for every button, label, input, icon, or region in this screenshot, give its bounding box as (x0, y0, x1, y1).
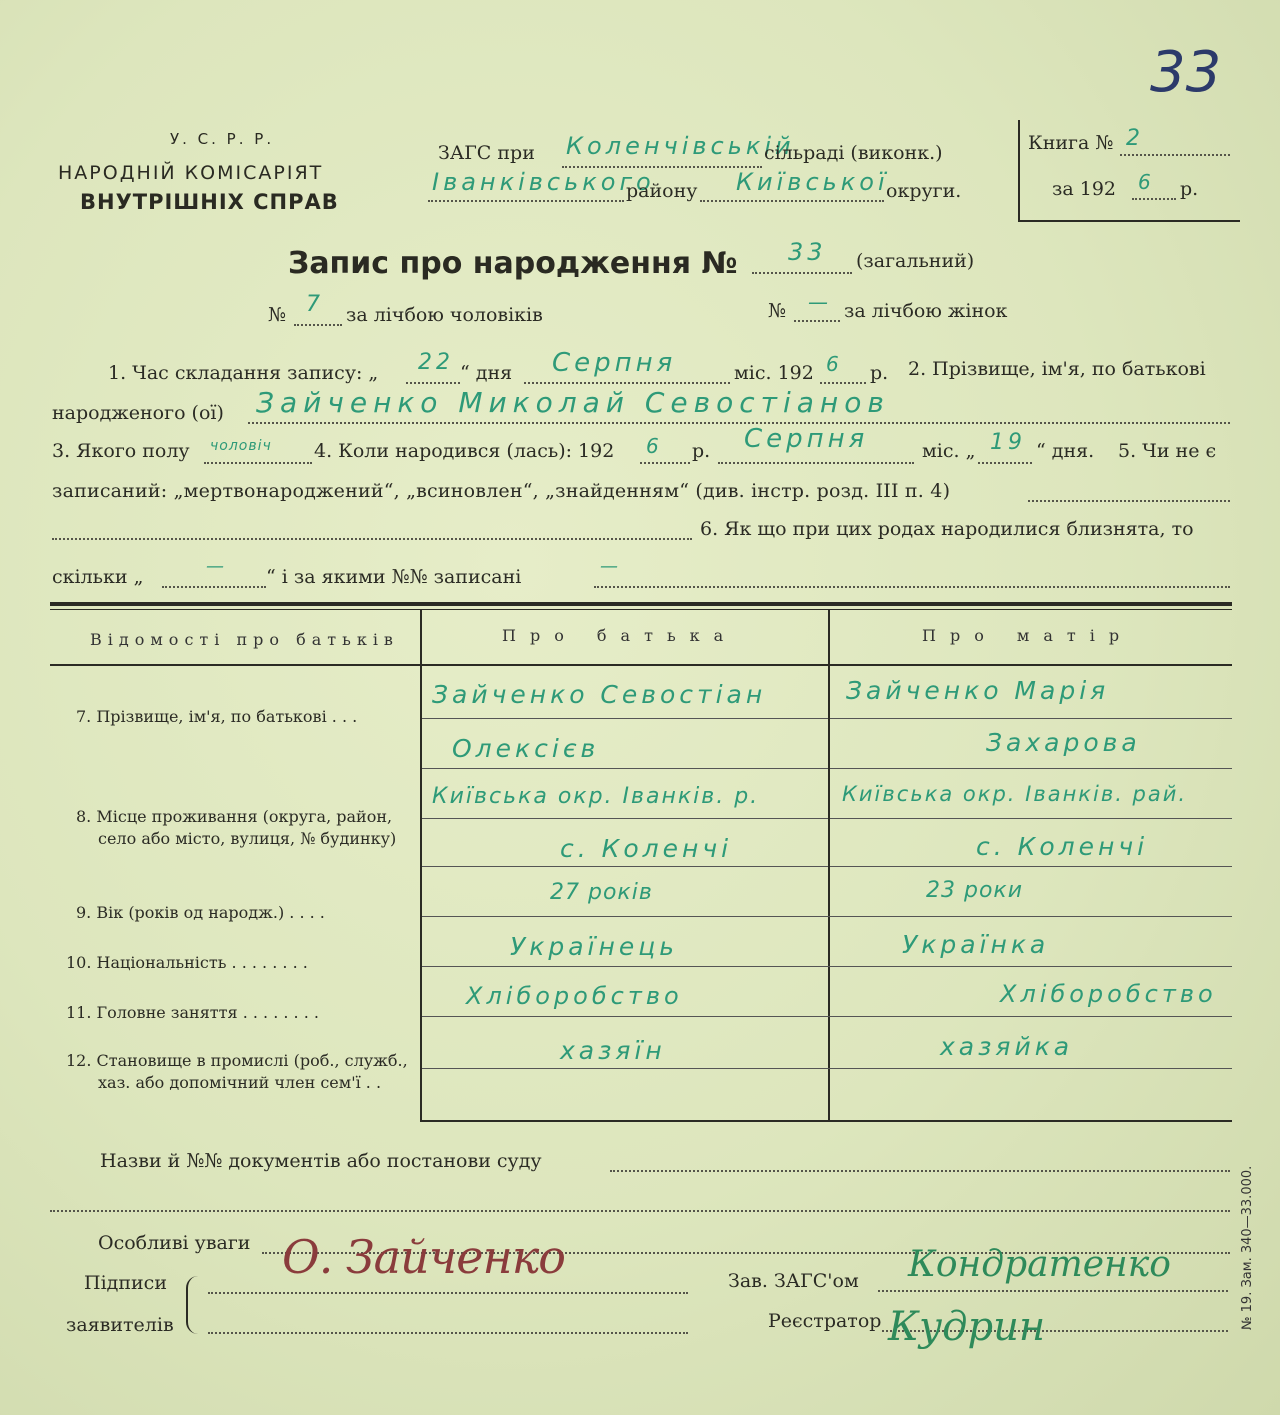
f4-month: Серпня (744, 424, 869, 454)
row-label-8-cont: село або місто, вулиця, № будинку) (98, 829, 397, 848)
head-line (878, 1290, 1228, 1292)
f1-year-line (820, 382, 866, 384)
applicant-line-2 (208, 1332, 688, 1334)
mother-residence: Київська окр. Іванків. рай. (842, 782, 1188, 806)
f6-label-cont-a: скільки „ (52, 566, 144, 588)
f1-month: Серпня (552, 348, 677, 378)
f4-month-line (718, 462, 914, 464)
female-number-line (794, 320, 840, 322)
row-rule-mother-4 (830, 866, 1232, 867)
record-general: (загальний) (856, 250, 975, 272)
f2-label-cont: народженого (ої) (52, 402, 224, 424)
f3-label: 3. Якого полу (52, 440, 190, 462)
female-prefix: № (768, 300, 786, 322)
f6-pre-line (52, 538, 692, 540)
book-year-prefix: за 192 (1052, 178, 1116, 200)
table-bottom-rule (420, 1120, 1232, 1122)
f3-value: чоловіч (210, 438, 272, 454)
applicants-brace (186, 1276, 200, 1334)
record-number: 33 (788, 238, 827, 266)
f6-count: — (206, 556, 228, 577)
f6-label: 6. Як що при цих родах народилися близнята, то (700, 518, 1194, 540)
registrar-signature: Кудрин (888, 1304, 1046, 1350)
f5-label-cont: записаний: „мертвонароджений“, „всиновлен“, „знайденням“ (див. інстр. розд. III п. 4) (52, 480, 951, 502)
applicants-label: заявителів (66, 1314, 174, 1336)
row-rule-6 (422, 966, 1232, 967)
applicant-line-1 (208, 1292, 688, 1294)
documents-line-2 (50, 1210, 1230, 1212)
row-rule-father-4 (422, 866, 828, 867)
f6-value: — (600, 556, 622, 577)
signatures-label: Підписи (84, 1272, 167, 1294)
documents-label: Назви й №№ документів або постанови суду (100, 1150, 542, 1172)
father-name: Зайченко Севостіан (432, 680, 767, 709)
row-label-7: 7. Прізвище, ім'я, по батькові . . . (76, 707, 358, 726)
row-rule-5 (422, 916, 1232, 917)
col-head-mother: Про матір (922, 626, 1134, 645)
row-rule-mother-3 (830, 818, 1232, 819)
father-age: 27 років (550, 880, 653, 905)
female-label: за лічбою жінок (844, 300, 1008, 322)
record-title: Запис про народження № (288, 246, 738, 281)
record-number-line (752, 272, 852, 274)
male-number: 7 (306, 292, 324, 317)
row-label-12: 12. Становище в промислі (роб., служб., (66, 1051, 408, 1070)
f3-value-line (204, 462, 312, 464)
father-residence: Київська окр. Іванків. р. (432, 784, 760, 809)
book-number: 2 (1126, 126, 1144, 151)
book-year-line (1132, 198, 1176, 200)
registrar-label: Реєстратор (768, 1310, 882, 1332)
f6-count-line (162, 586, 266, 588)
row-label-12-cont: хаз. або допомічний член сем'ї . . (98, 1073, 382, 1092)
father-nationality: Українець (510, 932, 678, 961)
f4-day-line (978, 462, 1032, 464)
table-top-rule-thick (50, 602, 1232, 606)
row-rule-father-1 (422, 718, 828, 719)
f5-value-line (1028, 500, 1230, 502)
page-number: 33 (1150, 40, 1222, 105)
f2-label: 2. Прізвище, ім'я, по батькові (908, 358, 1206, 380)
f1-month-suffix: міс. 192 (734, 362, 814, 384)
applicant-signature: О. Зайченко (282, 1230, 565, 1284)
header-commissariat: НАРОДНІЙ КОМІСАРІЯТ (58, 162, 324, 184)
male-label: за лічбою чоловіків (346, 304, 543, 326)
header-department: ВНУТРІШНІХ СПРАВ (80, 190, 339, 214)
row-label-11: 11. Головне заняття . . . . . . . . (66, 1003, 319, 1022)
father-village: с. Коленчі (560, 834, 733, 863)
f2-value-line (248, 422, 1230, 424)
row-label-9: 9. Вік (років од народж.) . . . . (76, 903, 325, 922)
f1-day: 22 (418, 350, 454, 375)
row-rule-mother-2 (830, 768, 1232, 769)
zags-district-value: Іванківського (432, 168, 655, 196)
row-rule-8 (422, 1068, 1232, 1069)
zags-district-suffix: району (626, 180, 698, 202)
notes-label: Особливі уваги (98, 1232, 251, 1254)
col-head-father: Про батька (502, 626, 738, 645)
father-patronymic: Олексієв (452, 734, 600, 763)
f1-day-line (406, 382, 460, 384)
print-code: № 19. Зам. 340—33.000. (1240, 1165, 1255, 1330)
f1-month-line (524, 382, 730, 384)
row-label-8: 8. Місце проживання (округа, район, (76, 807, 393, 826)
mother-status: хазяйка (940, 1032, 1074, 1061)
f4-label: 4. Коли народився (лась): 192 (314, 440, 615, 462)
zags-region-value: Київської (736, 168, 889, 196)
mother-nationality: Українка (902, 930, 1050, 959)
row-rule-father-2 (422, 768, 828, 769)
row-rule-7 (422, 1016, 1232, 1017)
zags-region-suffix: округи. (886, 180, 962, 202)
f1-day-suffix: “ дня (460, 362, 513, 384)
zags-prefix: ЗАГС при (438, 142, 535, 164)
f6-label-cont-b: “ і за якими №№ записані (266, 566, 522, 588)
f4-year-line (640, 462, 690, 464)
mother-name: Зайченко Марія (846, 676, 1110, 705)
row-label-10: 10. Національність . . . . . . . . (66, 953, 308, 972)
col-head-info: Відомості про батьків (90, 630, 399, 649)
f4-month-suffix: міс. „ (922, 440, 976, 462)
book-year-digit: 6 (1138, 170, 1155, 194)
row-rule-mother-1 (830, 718, 1232, 719)
mother-village: с. Коленчі (976, 832, 1149, 861)
mother-occupation: Хліборобство (1000, 980, 1217, 1008)
f1-year-digit: 6 (826, 352, 843, 376)
row-rule-father-3 (422, 818, 828, 819)
documents-line (610, 1170, 1230, 1172)
header-ussr: У. С. Р. Р. (170, 130, 275, 148)
zags-council-value: Коленчівській (566, 132, 795, 160)
mother-age: 23 роки (926, 878, 1023, 903)
f1-label: 1. Час складання запису: „ (108, 362, 379, 384)
table-top-rule-thin (50, 609, 1232, 610)
book-number-line (1120, 154, 1230, 156)
head-signature: Кондратенко (908, 1244, 1171, 1285)
book-year-suffix: р. (1180, 178, 1199, 200)
father-occupation: Хліборобство (466, 982, 683, 1010)
head-label: Зав. ЗАГС'ом (728, 1270, 859, 1292)
female-number: — (808, 290, 832, 314)
zags-district-line (428, 200, 624, 202)
male-number-line (294, 324, 342, 326)
male-prefix: № (268, 304, 286, 326)
f4-day: 19 (990, 430, 1026, 455)
f4-year-digit: 6 (646, 434, 663, 458)
book-label: Книга № (1028, 132, 1114, 154)
f4-day-suffix: “ дня. (1036, 440, 1095, 462)
mother-patronymic: Захарова (986, 728, 1141, 757)
zags-region-line (700, 200, 884, 202)
table-header-rule (50, 664, 1232, 666)
f6-value-line (594, 586, 1230, 588)
zags-council-suffix: сільраді (виконк.) (764, 142, 943, 164)
f2-value: Зайченко Миколай Севостіанов (256, 386, 890, 419)
f1-year-suffix: р. (870, 362, 889, 384)
father-status: хазяїн (560, 1036, 666, 1065)
f5-label: 5. Чи не є (1118, 440, 1217, 462)
f4-year-suffix: р. (692, 440, 711, 462)
